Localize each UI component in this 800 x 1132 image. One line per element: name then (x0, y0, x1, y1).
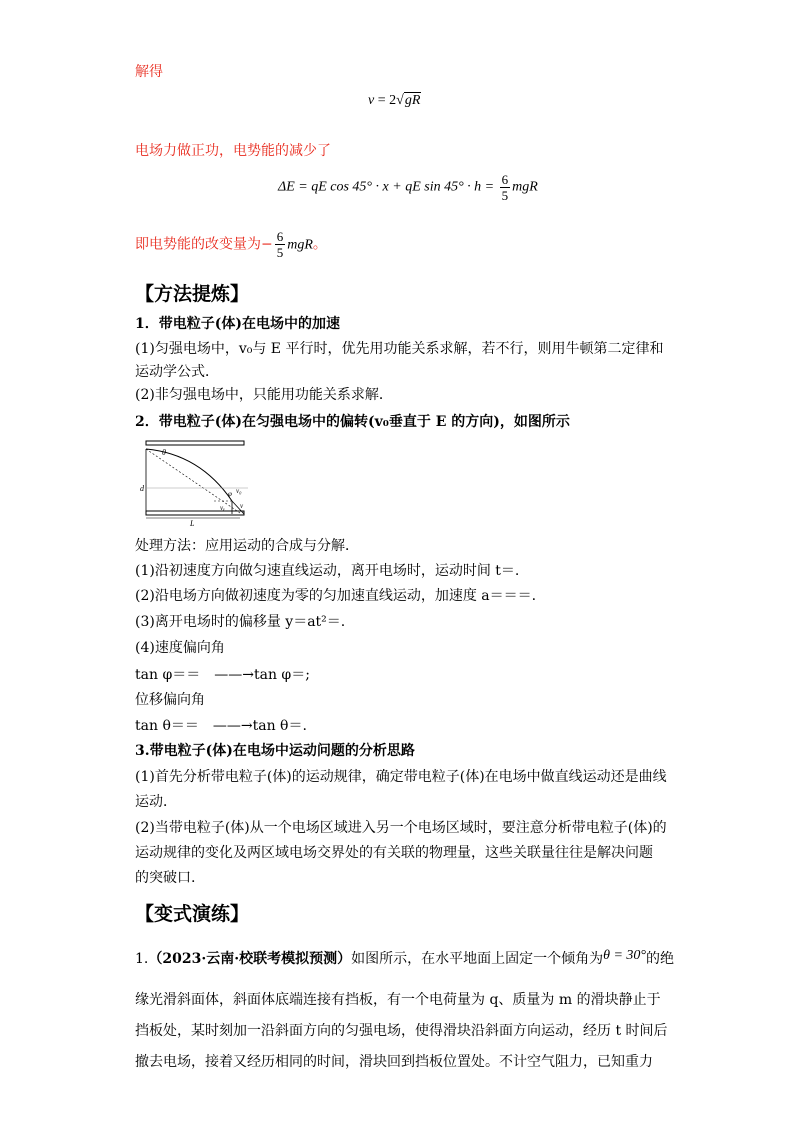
s2-l1: 处理方法：应用运动的合成与分解． (135, 538, 359, 554)
s2-title: 2．带电粒子(体)在匀强电场中的偏转(v₀垂直于 E 的方向)，如图所示 (135, 414, 570, 430)
formula-delta-e (278, 172, 538, 203)
formula-v-eq: = 2 (374, 93, 397, 108)
s3-p2b: 运动规律的变化及两区域电场交界处的有关联的物理量，这些关联量往往是解决问题 (135, 845, 653, 861)
formula-velocity: v = 2√gR (368, 93, 421, 108)
s2-l5: (4)速度偏向角 (135, 640, 225, 656)
figure-label-theta: θ (162, 448, 166, 457)
solution-label: 解得 (135, 64, 163, 80)
s2-l6: tan φ＝＝ ——→tan φ＝; (135, 667, 310, 683)
s1-p2: (2)非匀强电场中，只能用功能关系求解． (135, 387, 393, 403)
work-line: 电场力做正功，电势能的减少了 (135, 143, 331, 159)
s2-l4: (3)离开电场时的偏移量 y＝at²＝. (135, 614, 346, 630)
s2-l2: (1)沿初速度方向做匀速直线运动，离开电场时，运动时间 t＝. (135, 563, 520, 579)
formula-de-num: 6 (501, 172, 509, 187)
method-heading: 【方法提炼】 (135, 283, 250, 305)
formula-de-den: 5 (501, 188, 509, 203)
s1-title: 1．带电粒子(体)在电场中的加速 (135, 316, 340, 332)
figure-label-v0: v₀ (236, 487, 242, 495)
q1-line3: 挡板处，某时刻加一沿斜面方向的匀强电场，使得滑块沿斜面方向运动，经历 t 时间后 (135, 1023, 668, 1039)
q1-number: 1. (135, 951, 149, 967)
q1-line2: 缘光滑斜面体，斜面体底端连接有挡板，有一个电荷量为 q、质量为 m 的滑块静止于 (135, 992, 661, 1008)
s3-p2c: 的突破口. (135, 870, 196, 886)
deflection-figure (140, 438, 250, 528)
result-fraction (275, 229, 286, 260)
figure-label-vy: vᵧ (220, 504, 225, 512)
figure-label-phi: φ (228, 490, 232, 498)
s3-p1b: 运动． (135, 794, 177, 810)
q1-line4: 撤去电场，接着又经历相同的时间，滑块回到挡板位置处。不计空气阻力，已知重力 (135, 1054, 653, 1070)
q1-line1 (135, 946, 674, 969)
result-tail: mgR (287, 237, 313, 253)
formula-de-text: ΔE = qE cos 45° · x + qE sin 45° · h = (278, 179, 498, 195)
formula-de-fraction (500, 172, 511, 203)
s2-l8: tan θ＝＝ ——→tan θ＝. (135, 718, 307, 734)
s2-l7: 位移偏向角 (135, 692, 205, 708)
formula-v-lhs: v (368, 93, 375, 108)
q1-text-1a: 如图所示，在水平地面上固定一个倾角为 (351, 951, 604, 967)
formula-de-tail: mgR (512, 179, 538, 195)
q1-text-1b: 的绝 (646, 951, 675, 967)
result-end: 。 (312, 236, 327, 253)
deflection-diagram (140, 438, 250, 528)
s3-title: 3.带电粒子(体)在电场中运动问题的分析思路 (135, 743, 415, 759)
figure-label-d: d (140, 484, 144, 493)
s1-p1b: 运动学公式． (135, 364, 219, 380)
figure-label-v: v (240, 502, 244, 510)
s1-p1a: (1)匀强电场中，v₀与 E 平行时，优先用功能关系求解，若不行，则用牛顿第二定律和 (135, 341, 664, 357)
result-prefix: 即电势能的改变量为− (135, 236, 273, 253)
result-den: 5 (276, 245, 284, 260)
s2-l3: (2)沿电场方向做初速度为零的匀加速直线运动，加速度 a＝＝＝. (135, 588, 537, 604)
formula-v-radicand: gR (404, 93, 421, 108)
practice-heading: 【变式演练】 (135, 903, 250, 925)
s3-p1a: (1)首先分析带电粒子(体)的运动规律，确定带电粒子(体)在电场中做直线运动还是曲线 (135, 769, 667, 785)
q1-source: （2023·云南·校联考模拟预测） (148, 951, 352, 967)
s3-p2a: (2)当带电粒子(体)从一个电场区域进入另一个电场区域时，要注意分析带电粒子(体)的 (135, 820, 667, 836)
result-num: 6 (276, 229, 284, 244)
result-line (135, 229, 327, 260)
figure-label-L: L (190, 519, 195, 528)
q1-angle: θ = 30° (603, 948, 647, 963)
